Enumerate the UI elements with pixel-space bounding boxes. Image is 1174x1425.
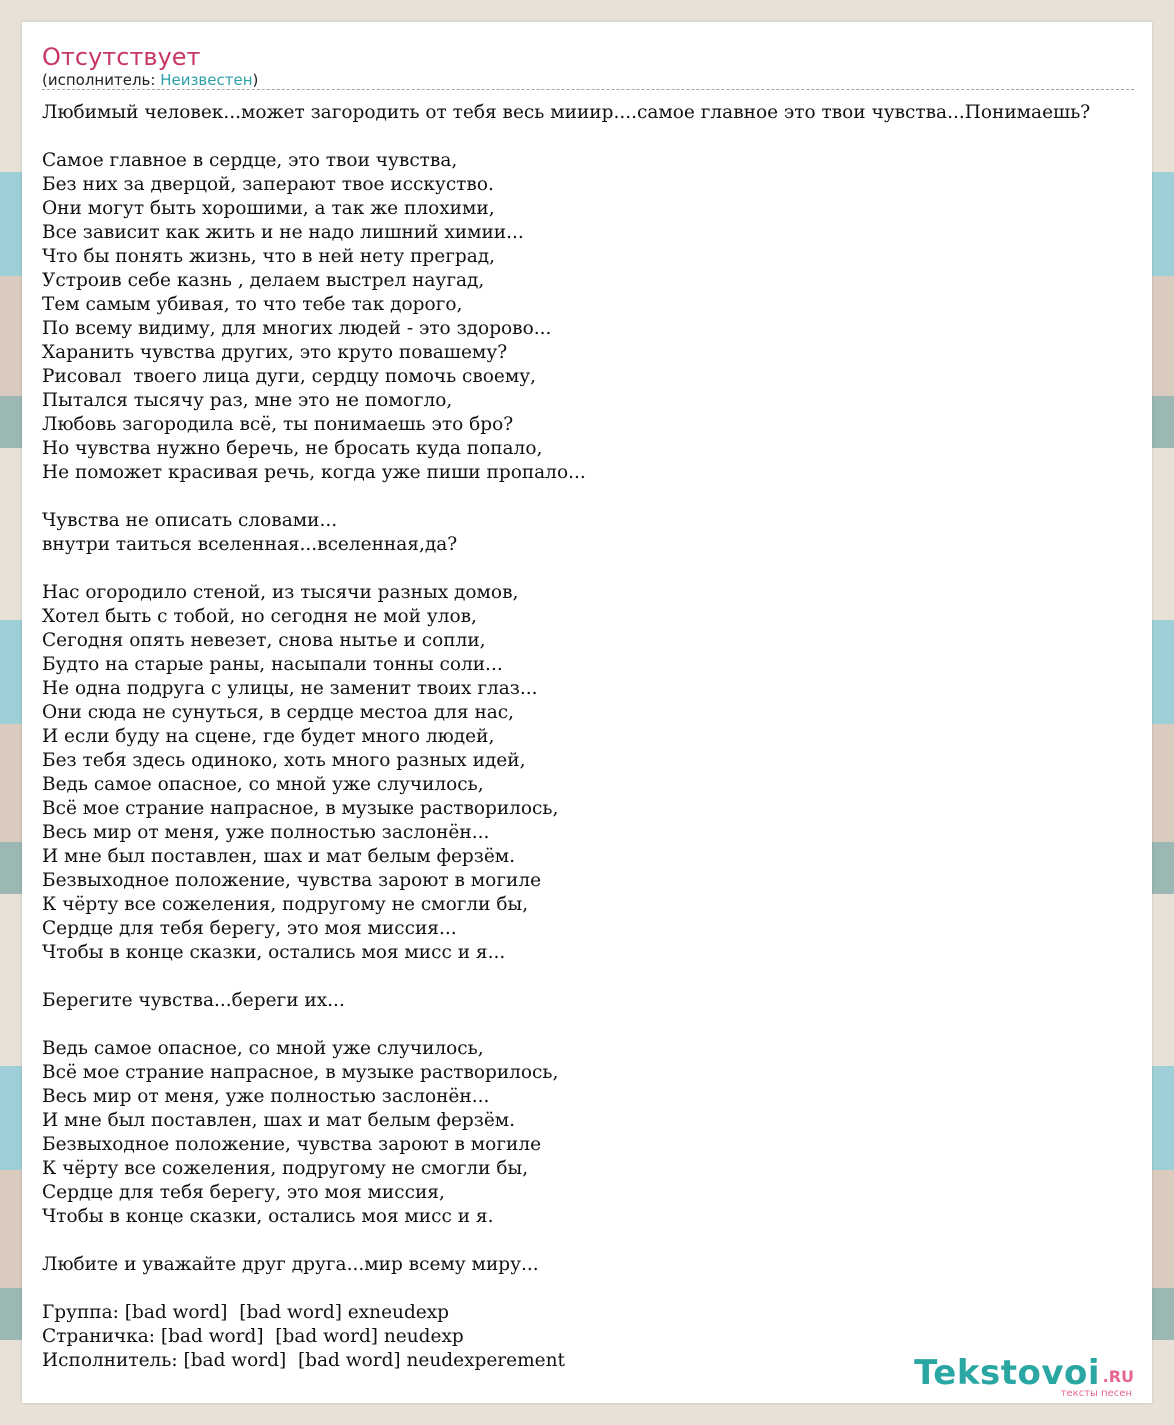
lyric-line: Чувства не описать словами... <box>42 510 338 531</box>
lyric-line: Тем самым убивая, то что тебе так дорого, <box>42 294 463 315</box>
lyric-line: Всё мое страние напрасное, в музыке растворилось, <box>42 1062 559 1083</box>
lyric-line: Всё мое страние напрасное, в музыке растворилось, <box>42 798 559 819</box>
lyric-line: Весь мир от меня, уже полностью заслонён... <box>42 1086 490 1107</box>
lyric-line: Исполнитель: [bad word] [bad word] neudexperement <box>42 1350 565 1371</box>
lyric-line: Устроив себе казнь , делаем выстрел наугад, <box>42 270 485 291</box>
lyric-line: Самое главное в сердце, это твои чувства, <box>42 150 458 171</box>
lyric-line: По всему видиму, для многих людей - это здорово... <box>42 318 552 339</box>
lyric-line: И мне был поставлен, шах и мат белым ферзём. <box>42 846 516 867</box>
logo-brand: Tekstovoi <box>914 1353 1100 1393</box>
artist-prefix: (исполнитель: <box>42 71 161 89</box>
lyric-line: Сердце для тебя берегу, это моя миссия... <box>42 918 457 939</box>
lyric-line: Харанить чувства других, это круто повашему? <box>42 342 508 363</box>
lyric-line: Все зависит как жить и не надо лишний химии... <box>42 222 524 243</box>
lyric-line: Сегодня опять невезет, снова нытье и сопли, <box>42 630 486 651</box>
lyric-line: Ведь самое опасное, со мной уже случилось, <box>42 774 484 795</box>
lyric-line: Любите и уважайте друг друга...мир всему миру... <box>42 1254 539 1275</box>
lyric-line: Чтобы в конце сказки, остались моя мисс и я... <box>42 942 506 963</box>
lyric-line: Без них за дверцой, заперают твое исскуство. <box>42 174 494 195</box>
lyric-line: Пытался тысячу раз, мне это не помогло, <box>42 390 453 411</box>
lyric-line: К чёрту все сожеления, подругому не смогли бы, <box>42 1158 529 1179</box>
lyric-line: Не поможет красивая речь, когда уже пиши пропало... <box>42 462 586 483</box>
lyric-line: Любовь загородила всё, ты понимаешь это бро? <box>42 414 514 435</box>
artist-link[interactable]: Неизвестен <box>160 71 253 89</box>
lyric-line: Но чувства нужно беречь, не бросать куда попало, <box>42 438 543 459</box>
logo-tagline: тексты песен <box>1060 1388 1132 1399</box>
lyric-line: Что бы понять жизнь, что в ней нету преград, <box>42 246 496 267</box>
lyric-line: Они сюда не сунуться, в сердце местоа для нас, <box>42 702 515 723</box>
lyric-line: Безвыходное положение, чувства зароют в могиле <box>42 1134 542 1155</box>
lyric-line: Весь мир от меня, уже полностью заслонён... <box>42 822 490 843</box>
artist-line <box>42 70 258 90</box>
lyric-line <box>42 485 1090 509</box>
lyric-line: Ведь самое опасное, со мной уже случилось, <box>42 1038 484 1059</box>
lyric-line <box>42 1013 1090 1037</box>
lyric-line: Они могут быть хорошими, а так же плохими, <box>42 198 495 219</box>
lyric-line: И если буду на сцене, где будет много людей, <box>42 726 495 747</box>
lyric-line: К чёрту все сожеления, подругому не смогли бы, <box>42 894 529 915</box>
lyric-line <box>42 125 1090 149</box>
logo-domain: .RU <box>1102 1367 1134 1386</box>
lyric-line: Безвыходное положение, чувства зароют в могиле <box>42 870 542 891</box>
lyrics-text <box>42 101 1090 1373</box>
lyric-line: Без тебя здесь одиноко, хоть много разных идей, <box>42 750 526 771</box>
lyric-line: Не одна подруга с улицы, не заменит твоих глаз... <box>42 678 538 699</box>
lyric-line: Чтобы в конце сказки, остались моя мисс и я. <box>42 1206 494 1227</box>
lyric-line: И мне был поставлен, шах и мат белым ферзём. <box>42 1110 516 1131</box>
lyric-line: Рисовал твоего лица дуги, сердцу помочь своему, <box>42 366 537 387</box>
lyric-line: Нас огородило стеной, из тысячи разных домов, <box>42 582 519 603</box>
lyric-line <box>42 557 1090 581</box>
lyric-line: Сердце для тебя берегу, это моя миссия, <box>42 1182 445 1203</box>
lyric-line <box>42 1229 1090 1253</box>
lyric-line <box>42 965 1090 989</box>
lyrics-page <box>22 22 1152 1403</box>
lyric-line <box>42 1277 1090 1301</box>
lyric-line: Берегите чувства...береги их... <box>42 990 345 1011</box>
lyric-line: Группа: [bad word] [bad word] exneudexp <box>42 1302 450 1323</box>
lyric-line: внутри таиться вселенная...вселенная,да? <box>42 534 458 555</box>
artist-suffix: ) <box>252 71 259 89</box>
site-logo[interactable] <box>914 1353 1144 1401</box>
lyric-line: Будто на старые раны, насыпали тонны соли... <box>42 654 503 675</box>
song-title: Отсутствует <box>42 43 201 71</box>
lyric-line: Любимый человек...может загородить от тебя весь мииир....самое главное это твои чувства...Понимаешь? <box>42 102 1091 123</box>
lyric-line: Хотел быть с тобой, но сегодня не мой улов, <box>42 606 477 627</box>
lyric-line: Страничка: [bad word] [bad word] neudexp <box>42 1326 464 1347</box>
title-divider <box>42 89 1134 90</box>
